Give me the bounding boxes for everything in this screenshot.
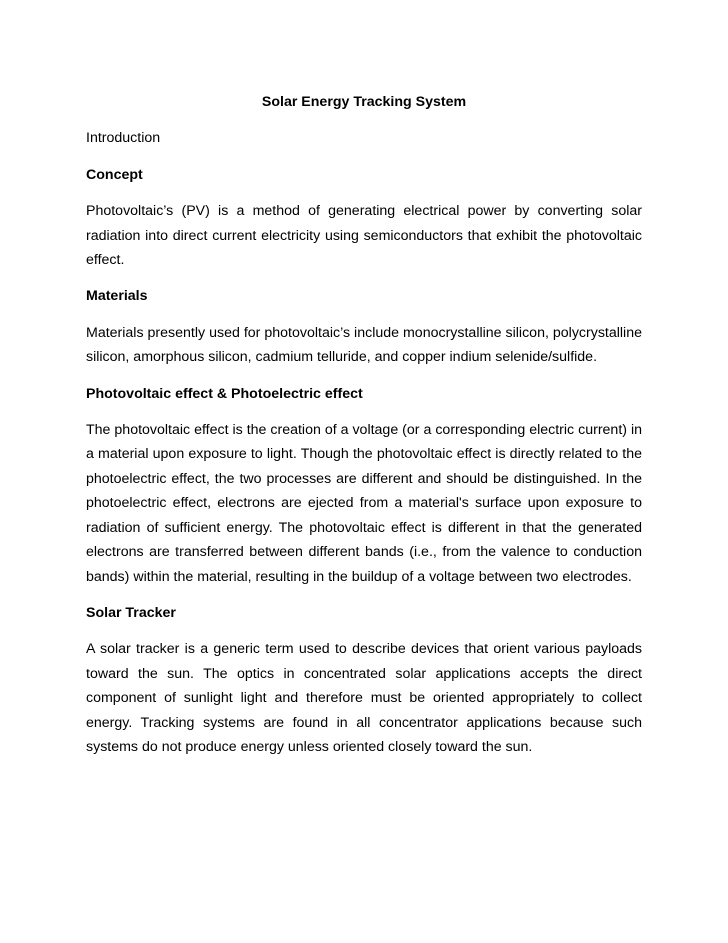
introduction-label: Introduction [86, 130, 161, 147]
document-title: Solar Energy Tracking System [261, 94, 467, 110]
section-body: Photovoltaic’s (PV) is a method of generating electrical power by converting solar radiation into direct current electricity using semiconductors that exhibit the photovoltaic effect. [86, 203, 642, 269]
section-body: The photovoltaic effect is the creation of a voltage (or a corresponding electric current) in a material upon exposure to light. Though the photovoltaic effect is directly related to the photoelectric effect, the two processes are different and should be distinguished. In the photoelectric effect, electrons are ejected from a material's surface upon exposure to radiation of sufficient energy. The photovoltaic effect is different in that the generated electrons are transferred between different bands (i.e., from the valence to conduction bands) within the material, resulting in the buildup of a voltage between two electrodes. [86, 422, 642, 585]
section-heading: Photovoltaic effect & Photoelectric effect [86, 385, 363, 402]
section-heading: Solar Tracker [86, 604, 176, 621]
section-heading: Concept [86, 166, 143, 183]
section-concept [86, 163, 642, 273]
section-body: A solar tracker is a generic term used to describe devices that orient various payloads toward the sun. The optics in concentrated solar applications accepts the direct component of sunlight light and therefore must be oriented appropriately to collect energy. Tracking systems are found in all concentrator applications because such systems do not produce energy unless oriented closely toward the sun. [86, 641, 642, 755]
document-content [86, 90, 642, 771]
section-solar-tracker [86, 601, 642, 759]
section-materials [86, 284, 642, 369]
section-heading: Materials [86, 288, 148, 305]
section-body: Materials presently used for photovoltaic’s include monocrystalline silicon, polycrystalline silicon, amorphous silicon, cadmium telluride, and copper indium selenide/sulfide. [86, 324, 642, 366]
section-photovoltaic-effect [86, 382, 642, 589]
